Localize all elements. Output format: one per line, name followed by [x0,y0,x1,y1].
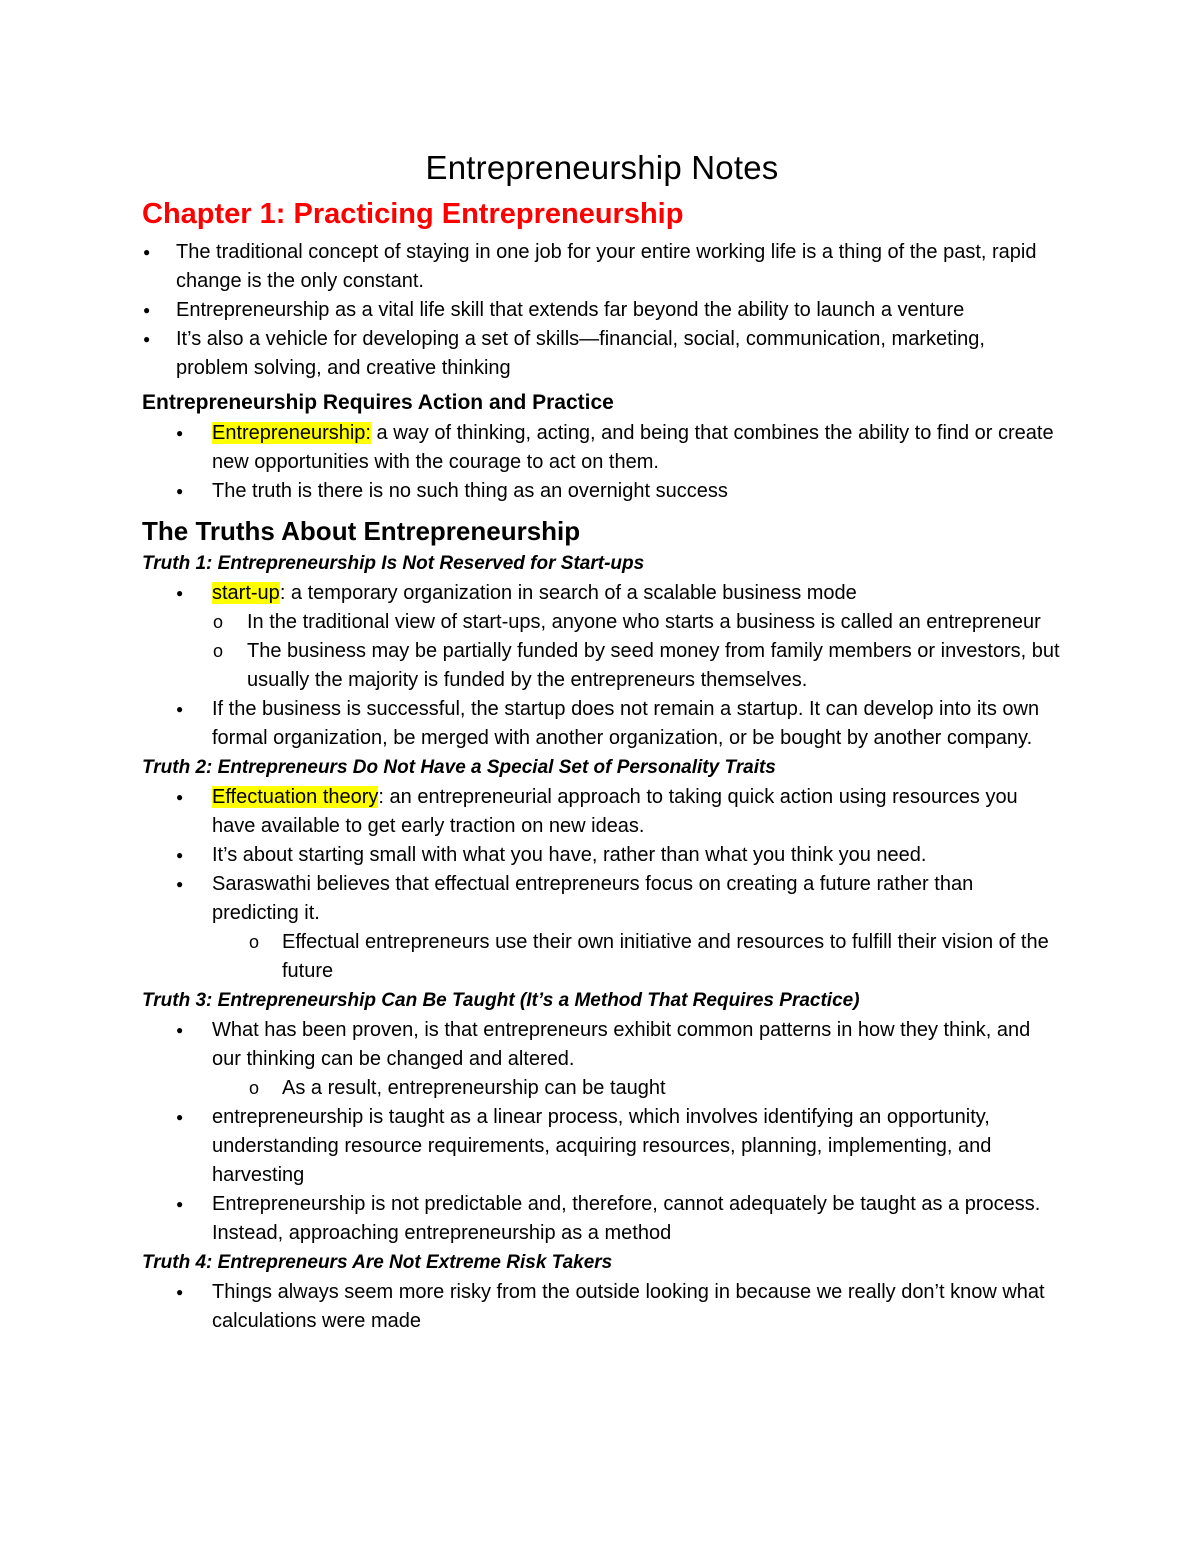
definition-item [142,783,1062,841]
chapter-heading: Chapter 1: Practicing Entrepreneurship [142,198,684,230]
truth4-list [142,1278,1062,1336]
section-heading-truths: The Truths About Entrepreneurship [142,516,581,546]
list-item: ● It’s about starting small with what you have, rather than what you think you need. [142,841,1062,870]
definition-text: a way of thinking, acting, and being that combines the ability to find or create new opportunities with the courage to act on them. [212,422,1054,473]
document-title: Entrepreneurship Notes [425,149,779,186]
list-item: ● Things always seem more risky from the outside looking in because we really don’t know what calculations were made [142,1278,1062,1336]
truth-heading: Truth 2: Entrepreneurs Do Not Have a Special Set of Personality Traits [142,757,776,778]
highlighted-term: start-up [212,582,280,604]
truth3-list [142,1016,1062,1248]
list-item: ● Entrepreneurship as a vital life skill that extends far beyond the ability to launch a venture [142,296,1062,325]
requires-action-bullet-list [142,419,1062,506]
highlighted-term: Entrepreneurship: [212,422,371,444]
list-item: ● The truth is there is no such thing as an overnight success [142,477,1062,506]
truth-heading: Truth 1: Entrepreneurship Is Not Reserved for Start-ups [142,553,645,574]
sub-list-item: o As a result, entrepreneurship can be taught [142,1074,1062,1103]
chapter1-bullet-list [142,238,1062,383]
list-item: ● entrepreneurship is taught as a linear process, which involves identifying an opportunity, understanding resource requirements, acquiring resources, planning, implementing, and harvesting [142,1103,1062,1190]
truth1-list [142,579,1062,753]
definition-text: : an entrepreneurial approach to taking quick action using resources you have available to get early traction on new ideas. [212,786,1018,837]
definition-text: : a temporary organization in search of a scalable business mode [279,582,857,604]
list-item: ● It’s also a vehicle for developing a set of skills—financial, social, communication, marketing, problem solving, and creative thinking [142,325,1062,383]
list-item: ● Saraswathi believes that effectual entrepreneurs focus on creating a future rather than predicting it. [142,870,1062,928]
definition-item [142,579,1062,608]
list-item: ● If the business is successful, the startup does not remain a startup. It can develop into its own formal organization, be merged with another organization, or be bought by another company. [142,695,1062,753]
truth-heading: Truth 3: Entrepreneurship Can Be Taught (It’s a Method That Requires Practice) [142,990,860,1011]
list-item: ● Entrepreneurship is not predictable and, therefore, cannot adequately be taught as a process. Instead, approaching entrepreneurship as a method [142,1190,1062,1248]
section-heading-requires-action: Entrepreneurship Requires Action and Practice [142,391,614,414]
list-item: ● The traditional concept of staying in one job for your entire working life is a thing of the past, rapid change is the only constant. [142,238,1062,296]
sub-list-item: o Effectual entrepreneurs use their own initiative and resources to fulfill their vision of the future [142,928,1062,986]
truth-heading: Truth 4: Entrepreneurs Are Not Extreme Risk Takers [142,1252,613,1273]
sub-list-item: o In the traditional view of start-ups, anyone who starts a business is called an entrepreneur [142,608,1062,637]
list-item: ● What has been proven, is that entrepreneurs exhibit common patterns in how they think, and our thinking can be changed and altered. [142,1016,1062,1074]
highlighted-term: Effectuation theory [212,786,379,808]
sub-list-item: o The business may be partially funded by seed money from family members or investors, but usually the majority is funded by the entrepreneurs themselves. [142,637,1062,695]
definition-item [142,419,1062,477]
truth2-list [142,783,1062,986]
